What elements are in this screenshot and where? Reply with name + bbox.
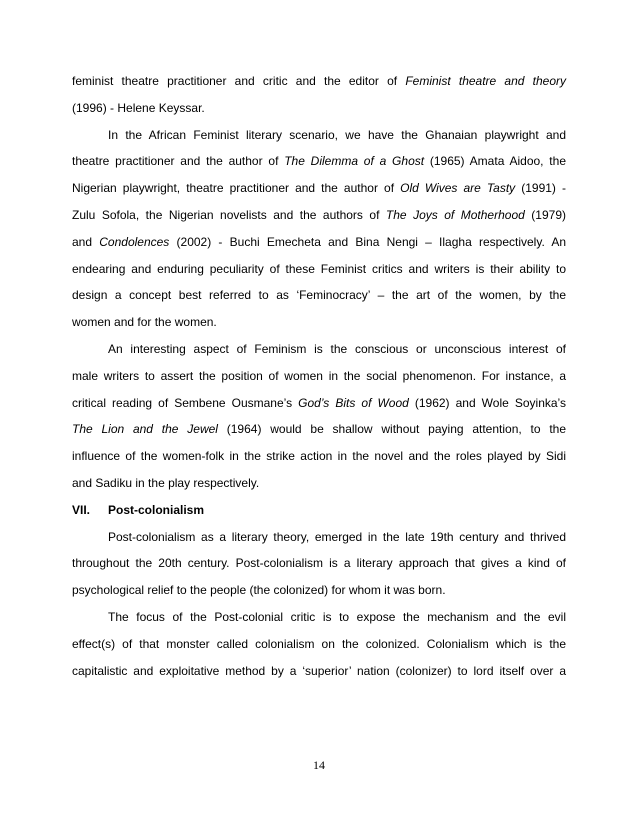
section-title: Post-colonialism <box>108 502 205 517</box>
text-line: psychological relief to the people (the colonized) for whom it was born. <box>72 583 446 598</box>
text-line: An interesting aspect of Feminism is the conscious or unconscious interest of <box>108 341 566 356</box>
text-line: throughout the 20th century. Post-colonialism is a literary approach that gives a kind of <box>72 556 566 571</box>
text-line: endearing and enduring peculiarity of these Feminist critics and writers is their ability to <box>72 261 566 276</box>
text-line: The Lion and the Jewel (1964) would be shallow without paying attention, to the <box>72 422 566 437</box>
text-line: male writers to assert the position of women in the social phenomenon. For instance, a <box>72 368 566 383</box>
section-heading <box>72 497 566 524</box>
text-line: Zulu Sofola, the Nigerian novelists and the authors of The Joys of Motherhood (1979) <box>72 207 566 222</box>
text-line: (1996) - Helene Keyssar. <box>72 100 205 115</box>
text-line: effect(s) of that monster called colonialism on the colonized. Colonialism which is the <box>72 636 566 651</box>
text-line: In the African Feminist literary scenario, we have the Ghanaian playwright and <box>108 127 566 142</box>
text-line: Post-colonialism as a literary theory, emerged in the late 19th century and thrived <box>108 529 566 544</box>
text-line: capitalistic and exploitative method by a ‘superior’ nation (colonizer) to lord itself over a <box>72 663 566 678</box>
text-line: and Sadiku in the play respectively. <box>72 475 260 490</box>
text-line: critical reading of Sembene Ousmane’s God’s Bits of Wood (1962) and Wole Soyinka’s <box>72 395 566 410</box>
text-line: influence of the women-folk in the strike action in the novel and the roles played by Sidi <box>72 449 566 464</box>
text-line: women and for the women. <box>72 315 217 330</box>
page-number: 14 <box>313 758 325 772</box>
text-line: design a concept best referred to as ‘Feminocracy’ – the art of the women, by the <box>72 288 566 303</box>
text-line: feminist theatre practitioner and critic and the editor of Feminist theatre and theory <box>72 74 566 88</box>
text-line: and Condolences (2002) - Buchi Emecheta and Bina Nengi – Ilagha respectively. An <box>72 234 567 249</box>
text-line: theatre practitioner and the author of The Dilemma of a Ghost (1965) Amata Aidoo, the <box>72 154 566 169</box>
text-line: The focus of the Post-colonial critic is to expose the mechanism and the evil <box>108 609 566 624</box>
section-number: VII. <box>72 502 91 517</box>
text-line: Nigerian playwright, theatre practitioner and the author of Old Wives are Tasty (1991) - <box>72 181 566 196</box>
document-page <box>72 68 566 684</box>
